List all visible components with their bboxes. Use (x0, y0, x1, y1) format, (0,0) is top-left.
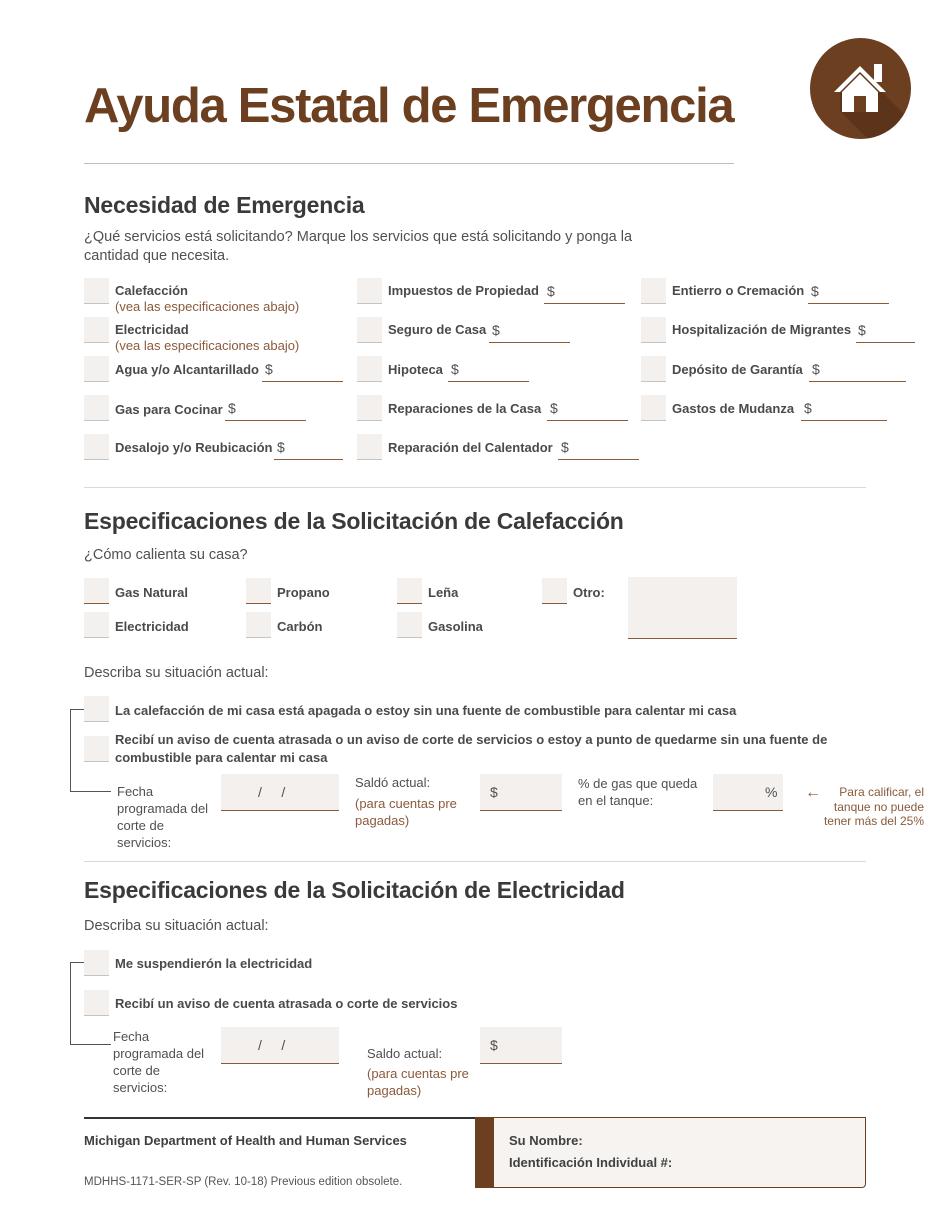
dollar-sign: $ (561, 439, 569, 455)
heating-bracket (70, 709, 84, 792)
heating-date-slashes: / / (258, 784, 286, 800)
heating-date-label: Fecha programada del corte de servicios: (117, 784, 209, 850)
label-gas-cocinar: Gas para Cocinar (115, 402, 223, 417)
label-entierro: Entierro o Cremación (672, 283, 805, 298)
amount-field-mudanza[interactable] (801, 420, 887, 421)
checkbox-aviso-corte-calefaccion[interactable] (84, 736, 109, 762)
checkbox-electricidad-suspendida[interactable] (84, 950, 109, 976)
label-reparaciones: Reparaciones de la Casa (388, 401, 542, 416)
dollar-sign: $ (277, 439, 285, 455)
checkbox-gasolina[interactable] (397, 612, 422, 638)
dollar-sign: $ (804, 400, 812, 416)
label-mudanza: Gastos de Mudanza (672, 401, 795, 416)
dollar-sign: $ (451, 361, 459, 377)
checkbox-desalojo[interactable] (84, 434, 109, 460)
page-title: Ayuda Estatal de Emergencia (84, 79, 734, 133)
heating-bracket-tail (84, 791, 111, 792)
percent-sign: % (765, 784, 778, 800)
amount-field-seguro[interactable] (489, 342, 570, 343)
gas-remaining-label: % de gas que queda en el tanque: (578, 776, 698, 808)
electric-bracket-tail (84, 1044, 111, 1045)
checkbox-entierro[interactable] (641, 278, 666, 304)
heating-describe: Describa su situación actual: (84, 665, 269, 681)
amount-field-hipoteca[interactable] (448, 381, 529, 382)
electric-date-slashes: / / (258, 1037, 286, 1053)
amount-field-deposito[interactable] (809, 381, 906, 382)
label-propano: Propano (277, 585, 330, 600)
label-gas-natural: Gas Natural (115, 585, 188, 600)
electric-balance-label: Saldo actual: (367, 1046, 443, 1061)
checkbox-deposito[interactable] (641, 356, 666, 382)
checkbox-hipoteca[interactable] (357, 356, 382, 382)
label-aviso-corte-electricidad: Recibí un aviso de cuenta atrasada o corte de servicios (115, 996, 458, 1011)
dollar-sign: $ (811, 283, 819, 299)
label-impuestos: Impuestos de Propiedad (388, 283, 539, 298)
amount-field-entierro[interactable] (808, 303, 889, 304)
name-box-accent (475, 1117, 494, 1188)
dollar-sign: $ (550, 400, 558, 416)
dollar-sign: $ (228, 400, 236, 416)
heating-question: ¿Cómo calienta su casa? (84, 547, 248, 563)
name-box (494, 1117, 866, 1188)
form-id: MDHHS-1171-SER-SP (Rev. 10-18) Previous edition obsolete. (84, 1176, 403, 1188)
checkbox-impuestos[interactable] (357, 278, 382, 304)
left-arrow-icon: ← (805, 784, 821, 801)
dollar-sign: $ (265, 361, 273, 377)
qualify-note: Para calificar, el tanque no puede tener más del 25% (823, 785, 924, 828)
electric-bracket (70, 962, 84, 1045)
checkbox-agua[interactable] (84, 356, 109, 382)
label-electricidad-fuel: Electricidad (115, 619, 189, 634)
amount-field-migrantes[interactable] (856, 342, 915, 343)
note-electricidad: (vea las especificaciones abajo) (115, 338, 300, 353)
checkbox-calefaccion[interactable] (84, 278, 109, 304)
dollar-sign: $ (492, 322, 500, 338)
checkbox-aviso-corte-electricidad[interactable] (84, 990, 109, 1016)
dollar-sign: $ (547, 283, 555, 299)
amount-field-impuestos[interactable] (544, 303, 625, 304)
checkbox-seguro[interactable] (357, 317, 382, 343)
department-name: Michigan Department of Health and Human Services (84, 1133, 407, 1148)
checkbox-otro[interactable] (542, 578, 567, 604)
dollar-sign: $ (490, 784, 498, 800)
checkbox-calefaccion-apagada[interactable] (84, 696, 109, 722)
amount-field-agua[interactable] (262, 381, 343, 382)
label-calefaccion-apagada: La calefacción de mi casa está apagada o estoy sin una fuente de combustible para calentar mi casa (115, 703, 737, 718)
header-divider (84, 163, 734, 164)
heating-balance-label: Saldó actual: (355, 775, 431, 790)
label-carbon: Carbón (277, 619, 323, 634)
checkbox-gas-cocinar[interactable] (84, 395, 109, 421)
name-label: Su Nombre: (509, 1133, 583, 1148)
checkbox-carbon[interactable] (246, 612, 271, 638)
label-gasolina: Gasolina (428, 619, 483, 634)
section-divider (84, 861, 866, 862)
checkbox-electricidad-fuel[interactable] (84, 612, 109, 638)
amount-field-reparaciones[interactable] (547, 420, 628, 421)
checkbox-lena[interactable] (397, 578, 422, 604)
dollar-sign: $ (812, 361, 820, 377)
heating-heading: Especificaciones de la Solicitación de Calefacción (84, 508, 624, 534)
amount-field-desalojo[interactable] (274, 459, 343, 460)
label-seguro: Seguro de Casa (388, 322, 487, 337)
emergency-intro: ¿Qué servicios está solicitando? Marque los servicios que está solicitando y ponga la cantidad que necesita. (84, 229, 633, 264)
label-agua: Agua y/o Alcantarillado (115, 362, 259, 377)
amount-field-gas-cocinar[interactable] (225, 420, 306, 421)
emergency-heading: Necesidad de Emergencia (84, 192, 365, 218)
checkbox-migrantes[interactable] (641, 317, 666, 343)
id-label: Identificación Individual #: (509, 1155, 673, 1170)
checkbox-mudanza[interactable] (641, 395, 666, 421)
checkbox-gas-natural[interactable] (84, 578, 109, 604)
dollar-sign: $ (490, 1037, 498, 1053)
label-calefaccion: Calefacción (115, 283, 188, 298)
electric-describe: Describa su situación actual: (84, 918, 269, 934)
electric-date-label: Fecha programada del corte de servicios: (113, 1029, 205, 1095)
electric-balance-note: (para cuentas pre pagadas) (367, 1066, 469, 1098)
checkbox-propano[interactable] (246, 578, 271, 604)
label-electricidad-suspendida: Me suspendierón la electricidad (115, 956, 313, 971)
amount-field-calentador[interactable] (558, 459, 639, 460)
label-lena: Leña (428, 585, 459, 600)
label-aviso-corte-calefaccion: Recibí un aviso de cuenta atrasada o un aviso de corte de servicios o estoy a punto de quedarme sin una fuente de combustible para calentar mi casa (115, 732, 828, 765)
label-calentador: Reparación del Calentador (388, 440, 553, 455)
checkbox-calentador[interactable] (357, 434, 382, 460)
otro-field[interactable] (628, 577, 737, 639)
label-deposito: Depósito de Garantía (672, 362, 803, 377)
dollar-sign: $ (858, 322, 866, 338)
label-otro: Otro: (573, 585, 605, 600)
label-migrantes: Hospitalización de Migrantes (672, 322, 852, 337)
note-calefaccion: (vea las especificaciones abajo) (115, 299, 300, 314)
checkbox-reparaciones[interactable] (357, 395, 382, 421)
label-desalojo: Desalojo y/o Reubicación (115, 440, 273, 455)
label-hipoteca: Hipoteca (388, 362, 443, 377)
house-icon (810, 38, 911, 139)
section-divider (84, 487, 866, 488)
electric-heading: Especificaciones de la Solicitación de Electricidad (84, 877, 625, 903)
label-electricidad: Electricidad (115, 322, 189, 337)
checkbox-electricidad[interactable] (84, 317, 109, 343)
heating-balance-note: (para cuentas pre pagadas) (355, 796, 457, 828)
